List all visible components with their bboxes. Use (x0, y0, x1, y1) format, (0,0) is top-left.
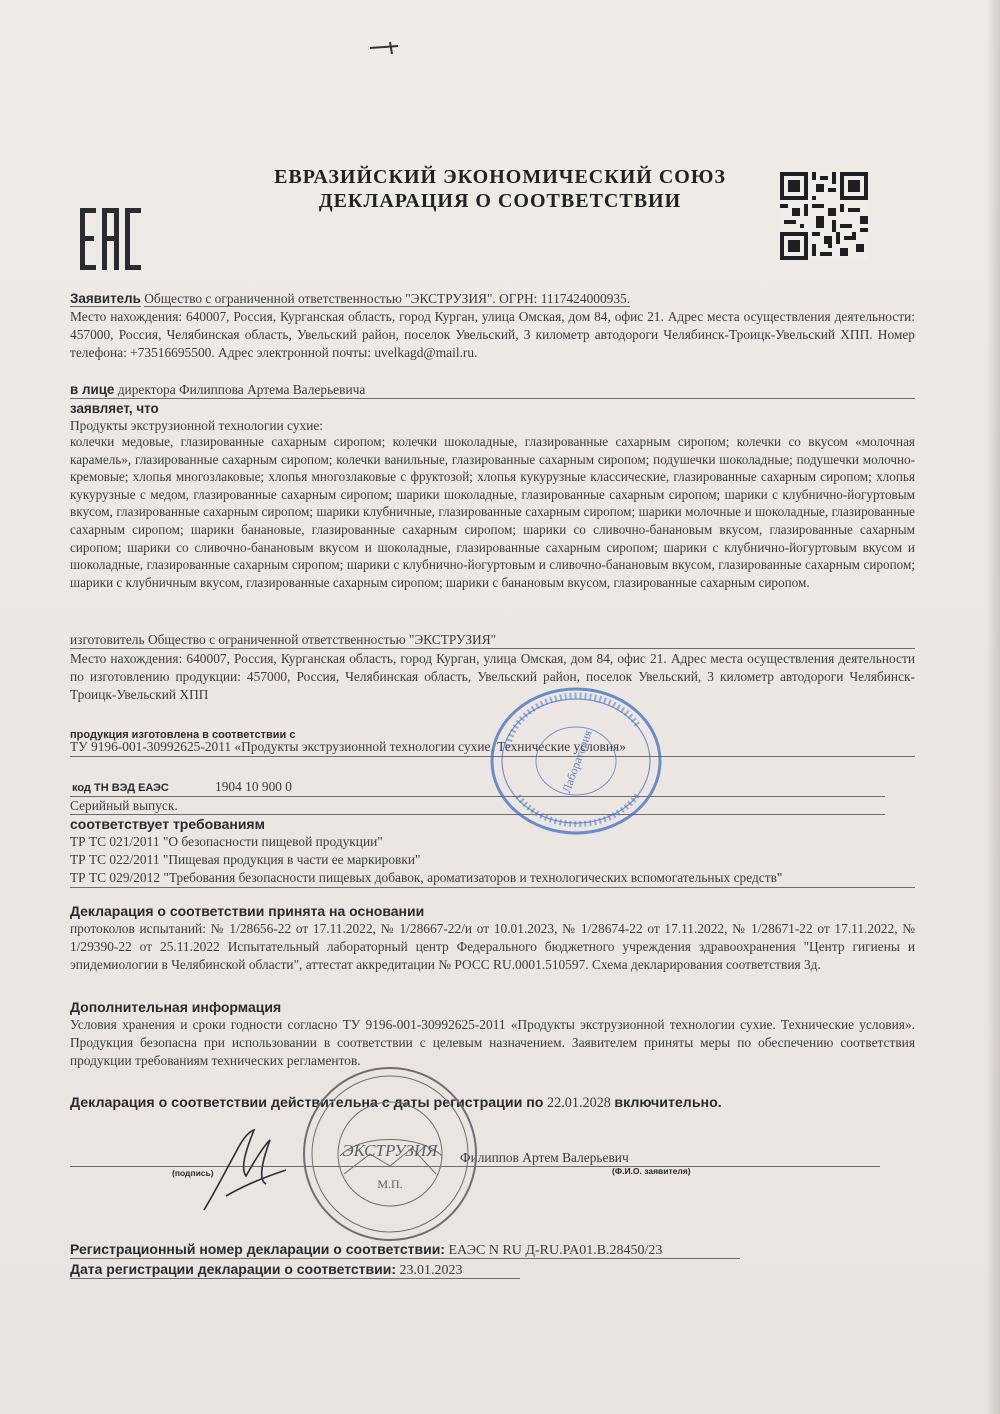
pen-mark (368, 40, 408, 58)
tn-ved-code: 1904 10 900 0 (215, 779, 292, 794)
basis-label: Декларация о соответствии принята на основании (70, 903, 425, 919)
validity-date: 22.01.2028 (547, 1095, 611, 1111)
registration-number-label: Регистрационный номер декларации о соответствии: (70, 1241, 445, 1257)
registration-number-line (70, 1240, 915, 1260)
divider-line (70, 1278, 520, 1279)
requirements-label: соответствует требованиям (70, 816, 265, 832)
seal-mp-text: М.П. (377, 1177, 403, 1191)
paper-edge-shadow (986, 0, 1000, 1414)
divider-line (70, 648, 915, 649)
lab-stamp-text: Лаборатория (559, 728, 595, 795)
validity-suffix: включительно. (614, 1095, 722, 1111)
seal-center-text: ЭКСТРУЗИЯ (342, 1141, 438, 1160)
validity-label: Декларация о соответствии действительна с даты регистрации по (70, 1095, 544, 1111)
additional-label: Дополнительная информация (70, 999, 282, 1015)
requirement-item: ТР ТС 029/2012 "Требования безопасности пищевых добавок, ароматизаторов и технологических вспомогательных средств" (70, 870, 783, 885)
eac-logo (78, 206, 144, 272)
registration-date-line (70, 1260, 915, 1280)
manufacturer-label: изготовитель (70, 632, 145, 647)
applicant-name: Общество с ограниченной ответственностью "ЭКСТРУЗИЯ". ОГРН: 1117424000935. (144, 291, 631, 306)
registration-date: 23.01.2023 (399, 1263, 463, 1278)
requirement-item: ТР ТС 022/2011 "Пищевая продукция в части ее маркировки" (70, 852, 421, 867)
signature-caption: (подпись) (172, 1168, 214, 1178)
manufacturer-address: Место нахождения: 640007, Россия, Курганская область, город Курган, улица Омская, дом 84, офис 21. Адрес места осуществления деятельности по изготовлению продукции: 457000, Россия, Челябинская область, Увельский район, поселок Увельский, 3 километр автодороги Челябинск-Троицк-Увельский ХПП (70, 651, 915, 702)
divider-line (70, 887, 915, 888)
eac-logo-text: EAC (78, 206, 80, 207)
registration-date-label: Дата регистрации декларации о соответствии: (70, 1261, 396, 1277)
represented-label: в лице (70, 382, 115, 397)
handwritten-signature (196, 1110, 306, 1220)
serial-release: Серийный выпуск. (70, 798, 178, 813)
name-caption: (Ф.И.О. заявителя) (612, 1166, 691, 1176)
basis-text: протоколов испытаний: № 1/28656-22 от 17.11.2022, № 1/28667-22/и от 10.01.2023, № 1/28674-22 от 17.11.2022, № 1/28671-22 от 17.11.2022, № 1/29390-22 от 25.11.2022 Испытательный лабораторный центр Федерального бюджетного учреждения здравоохранения "Центр гигиены и эпидемиологии в Челябинской области", аттестат аккредитации № РОСС RU.0001.510597. Схема декларирования соответствия 3д. (70, 921, 915, 972)
product-intro: Продукты экструзионной технологии сухие: (70, 418, 324, 433)
requirement-item: ТР ТС 021/2011 "О безопасности пищевой продукции" (70, 834, 383, 849)
union-title: ЕВРАЗИЙСКИЙ ЭКОНОМИЧЕСКИЙ СОЮЗ (274, 166, 726, 188)
registration-number: ЕАЭС N RU Д-RU.PA01.B.28450/23 (448, 1243, 663, 1258)
company-seal (300, 1064, 480, 1244)
applicant-address: Место нахождения: 640007, Россия, Курганская область, город Курган, улица Омская, дом 84, офис 21. Адрес места осуществления деятельности: 457000, Россия, Челябинская область, Увельский район, поселок Увельский, 3 километр автодороги Челябинск-Троицк-Увельский ХПП. Номер телефона: +73516695500. Адрес электронной почты: uvelkagd@mail.ru. (70, 309, 915, 360)
applicant-line (70, 290, 915, 308)
qr-code (780, 172, 868, 260)
declares-label: заявляет, что (70, 401, 159, 416)
manufacturer-line (70, 631, 915, 649)
signer-name: Филиппов Артем Валерьевич (460, 1150, 629, 1165)
additional-text: Условия хранения и сроки годности согласно ТУ 9196-001-30992625-2011 «Продукты экструзионной технологии сухие. Технические условия». Продукция безопасна при использовании в соответствии с целевым назначением. Заявителем приняты меры по обеспечению соответствия продукции требованиям технических регламентов. (70, 1017, 915, 1068)
divider-line (70, 1258, 740, 1259)
represented-person: директора Филиппова Артема Валерьевича (117, 382, 366, 397)
produced-per-label: продукция изготовлена в соответствии с (70, 729, 296, 741)
produced-per-value: ТУ 9196-001-30992625-2011 «Продукты экструзионной технологии сухие. Технические условия» (70, 739, 626, 754)
applicant-label: Заявитель (70, 291, 141, 306)
laboratory-stamp (488, 686, 664, 836)
tn-ved-label: код ТН ВЭД ЕАЭС (72, 782, 169, 794)
declaration-title: ДЕКЛАРАЦИЯ О СООТВЕТСТВИИ (318, 190, 682, 212)
represented-line (70, 381, 915, 399)
manufacturer-name: Общество с ограниченной ответственностью "ЭКСТРУЗИЯ" (147, 632, 497, 647)
product-list: колечки медовые, глазированные сахарным сиропом; колечки шоколадные, глазированные сахарным сиропом; колечки со вкусом «молочная карамель», глазированные сахарным сиропом; колечки ванильные, глазированные сахарным сиропом; подушечки шоколадные; подушечки молочно-кремовые; хлопья многозлаковые; хлопья многозлаковые с фруктозой; хлопья кукурузные классические, глазированные сахарным сиропом; хлопья кукурузные с медом, глазированные сахарным сиропом; шарики шоколадные, глазированные сахарным сиропом; шарики с клубнично-йогуртовым вкусом, глазированные сахарным сиропом; шарики клубничные, глазированные сахарным сиропом; шарики молочные и шоколадные, глазированные сахарным сиропом; шарики банановые, глазированные сахарным сиропом; шарики со сливочно-банановым вкусом, глазированные сахарным сиропом; шарики со сливочно-банановым вкусом и шоколадные, глазированные сахарным сиропом; шарики с клубнично-йогуртовым вкусом и шоколадные, глазированные сахарным сиропом; шарики с клубнично-йогуртовым и сливочно-банановым вкусом, глазированные сахарным сиропом; шарики с клубничным вкусом, глазированные сахарным сиропом; шарики с банановым вкусом, глазированные сахарным сиропом. (70, 434, 915, 590)
divider-line (70, 398, 915, 399)
